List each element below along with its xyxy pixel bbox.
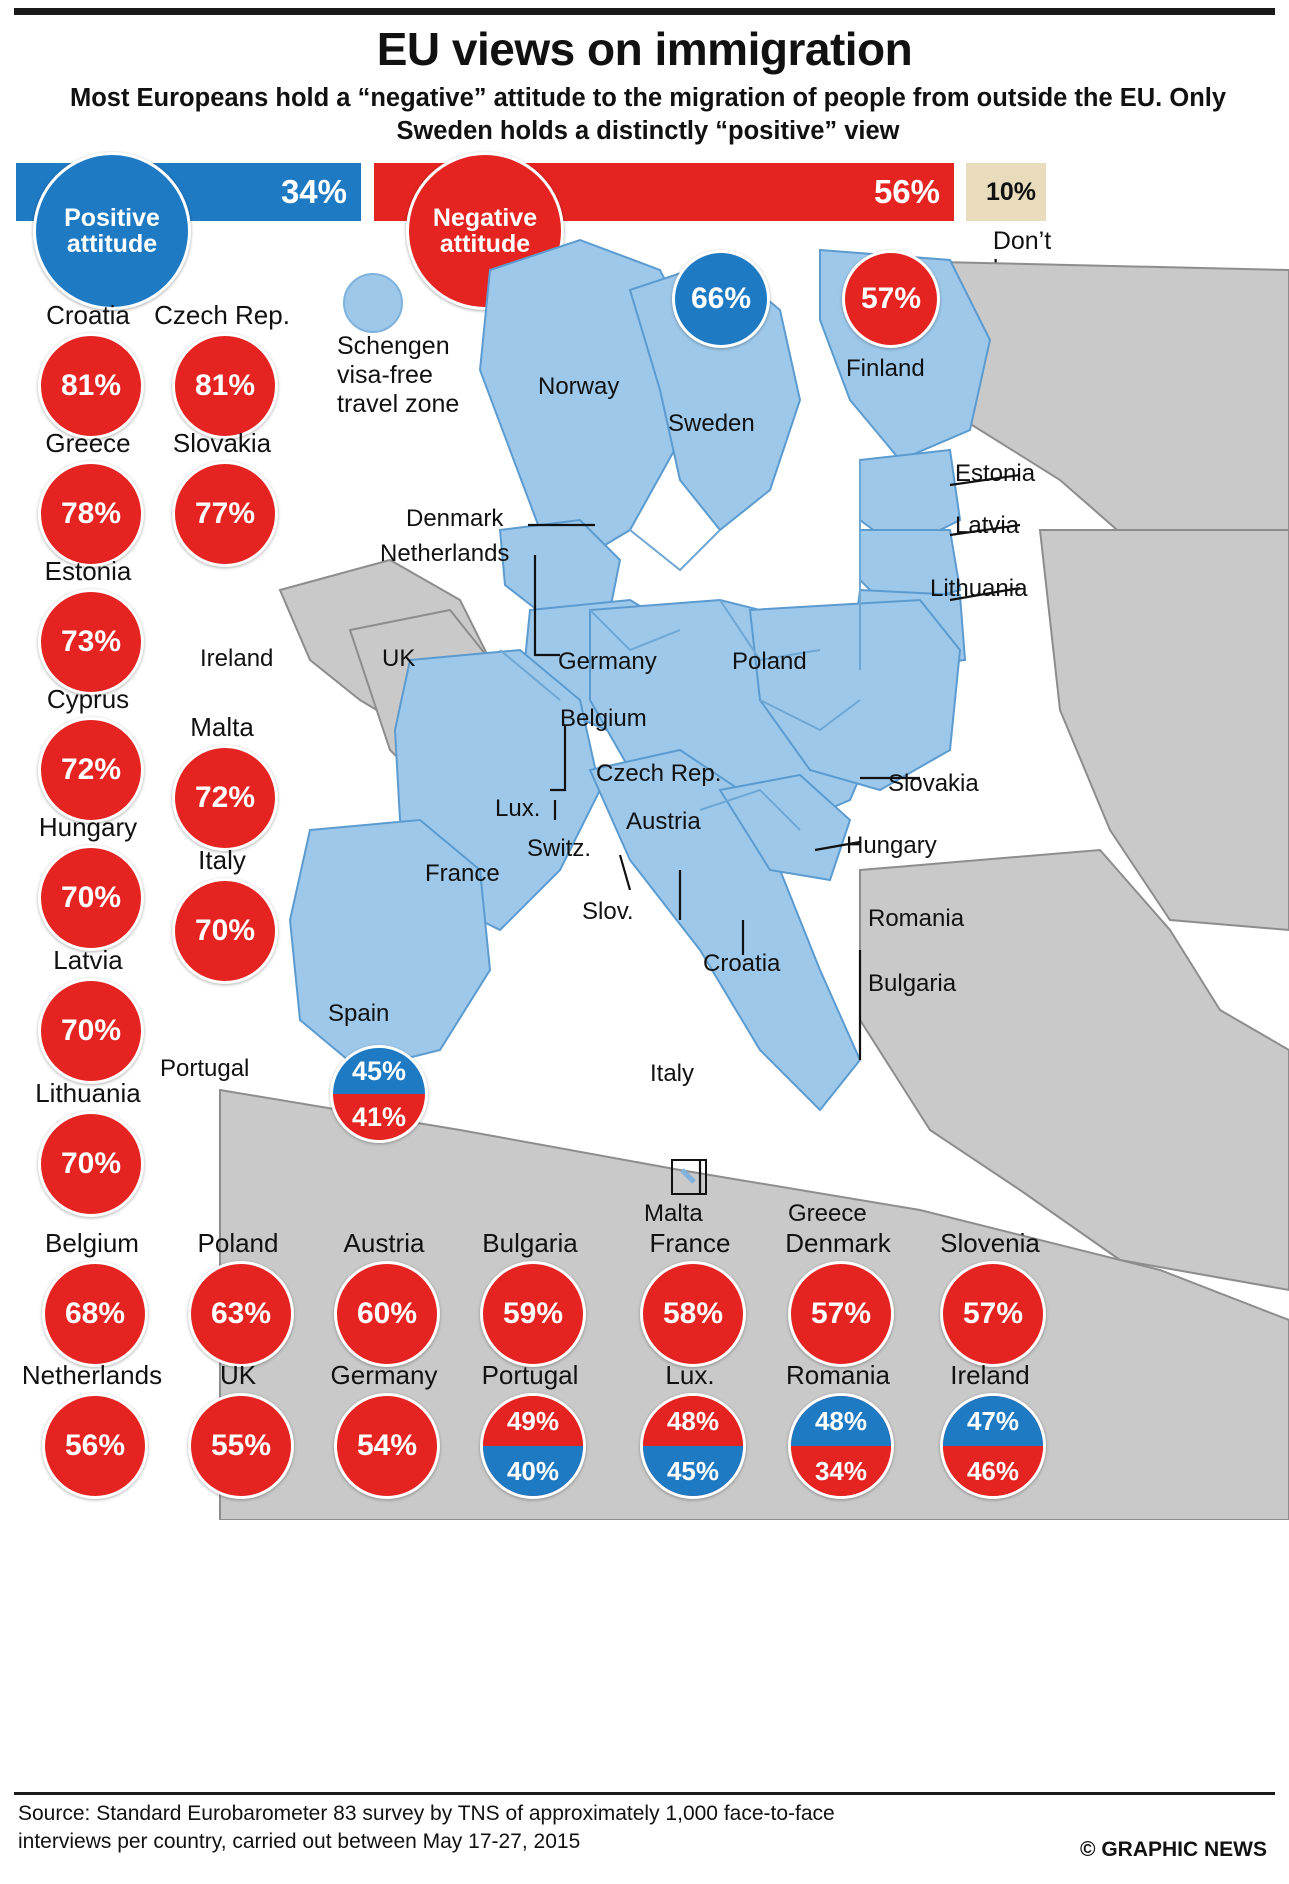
map-label-slovakia: Slovakia [888,770,979,797]
map-label-italy: Italy [650,1060,695,1087]
value-pill: 81% [38,333,144,439]
map-label-portugal: Portugal [160,1055,250,1082]
value-pill: 56% [42,1393,148,1499]
page-subtitle: Most Europeans hold a “negative” attitude to the migration of people from outside the EU. Only Sweden holds a distinctly “positive” view [69,84,1227,145]
value-pill: 47% 46% [940,1393,1046,1499]
value-pill: 57% [940,1261,1046,1367]
legend-negative-value: 56% [873,173,940,210]
map-label-romania: Romania [868,905,965,932]
spain-marker: 45% 41% [330,1045,428,1143]
value-pill: 70% [38,978,144,1084]
map-label-spain: Spain [328,1000,390,1027]
value-pill: 54% [334,1393,440,1499]
value-pill: 55% [188,1393,294,1499]
map-label-austria: Austria [626,808,701,835]
top-rule [14,8,1275,15]
value-pill: 57% [788,1261,894,1367]
map-label-estonia: Estonia [955,460,1036,487]
credit-label: © GRAPHIC NEWS [1080,1838,1267,1861]
map-label-malta: Malta [644,1200,703,1227]
legend-circle-negative: Negative attitude [406,152,564,310]
map-label-poland: Poland [732,648,807,675]
value-pill: 58% [640,1261,746,1367]
value-pill: 77% [172,461,278,567]
page-title: EU views on immigration [376,23,913,75]
value-pill: 72% [172,745,278,851]
map-label-slov: Slov. [582,898,634,925]
map-label-hungary: Hungary [846,832,937,859]
value-pill: 48% 34% [788,1393,894,1499]
value-pill: 72% [38,717,144,823]
legend-dont-know-label: Don’t [992,227,1052,255]
map-label-lithuania: Lithuania [930,575,1028,602]
map-label-finland: Finland [846,355,925,382]
map-label-switz: Switz. [527,835,592,862]
footer-rule [14,1792,1275,1795]
value-pill: 59% [480,1261,586,1367]
finland-marker: 57% [842,250,940,348]
map-label-ireland: Ireland [200,645,274,672]
map-label-germany: Germany [558,648,657,675]
legend-circle-positive: Positive attitude [33,152,191,310]
map-label-greece: Greece [788,1200,867,1227]
map-label-netherlands: Netherlands [380,540,510,567]
sweden-marker: 66% [672,250,770,348]
schengen-legend-label: Schengen visa-free travel zone [337,332,460,418]
legend-dont-know-value: 10% [985,178,1036,206]
map-label-czech: Czech Rep. [596,760,722,787]
value-pill: 73% [38,589,144,695]
value-pill: 78% [38,461,144,567]
source-note: Source: Standard Eurobarometer 83 survey by TNS of approximately 1,000 face-to-face interviews per country, carried out between May 17-27, 2015 [18,1802,835,1854]
map-label-lux: Lux. [495,795,541,822]
value-pill: 68% [42,1261,148,1367]
map-label-uk: UK [382,645,416,672]
value-pill: 70% [38,1111,144,1217]
value-pill: 81% [172,333,278,439]
map-label-denmark: Denmark [406,505,504,532]
map-label-belgium: Belgium [560,705,647,732]
value-pill: 49% 40% [480,1393,586,1499]
value-pill: 70% [172,878,278,984]
map-label-latvia: Latvia [955,512,1020,539]
value-pill: 48% 45% [640,1393,746,1499]
map-label-croatia: Croatia [703,950,781,977]
map-label-norway: Norway [538,373,620,400]
map-label-france: France [425,860,500,887]
legend-bar-dont-know [966,163,1046,221]
map-label-sweden: Sweden [668,410,755,437]
infographic-root: EU views on immigration Most Europeans hold a “negative” attitude to the migration of people from outside the EU. Only Sweden holds a distinctly “positive” view 34% 56% 10% Don’t Positive attitude Negative attitude Schengen visa-free travel zone Norway Sweden Finland Estonia Latvia Lithuania Denmark Netherlands Ireland UK Germany Poland Belgium Czech Rep. Lux. Austria Slovakia Switz. Hungary France Slov. Romania Croatia Bulgaria Spain Portugal Italy Malta Greece 66% 57% 45% 41% Croatia 81% Greece 78% Estonia 73% Cyprus 72% Hungary 70% Latvia 70% Lithuania 70% Czech Rep. 81% Slovakia 77% Malta 72% Italy 70% Belgium 68% Poland 63% Austria 60% Bulgaria 59% France 58% Denmark 57% Slovenia 57% Netherlands 56% UK 55% Germany 54% Portugal 49% 40% Lux. 48% 45% Romania 48% 34% Ireland 47% 46% Source: Standard Eurobarometer 83 survey by TNS of approximately 1,000 face-to-face interviews per country, carried out between May 17-27, 2015 © GRAPHIC NEWS [0,0,1289,1884]
map-label-bulgaria: Bulgaria [868,970,957,997]
legend-positive-value: 34% [280,173,347,210]
value-pill: 60% [334,1261,440,1367]
value-pill: 63% [188,1261,294,1367]
value-pill: 70% [38,845,144,951]
